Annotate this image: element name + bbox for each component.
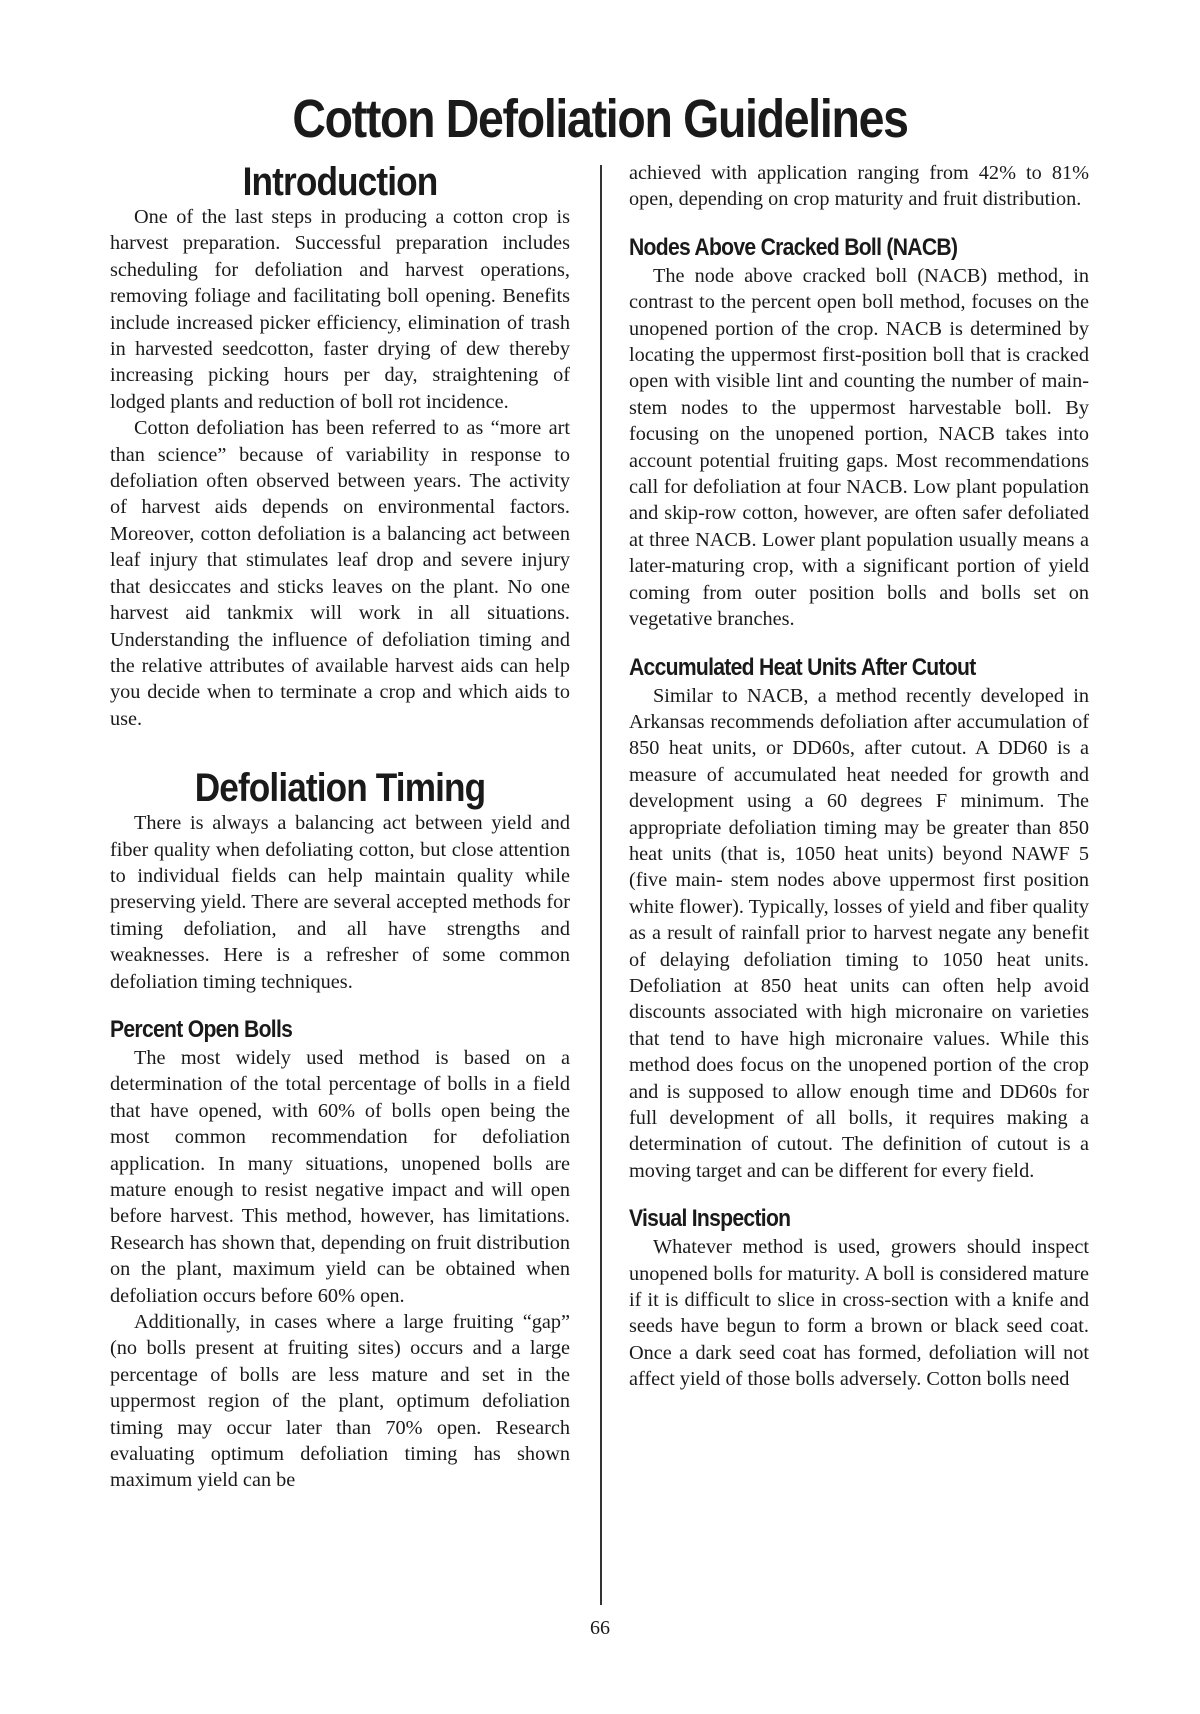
page-number: 66 <box>590 1617 610 1639</box>
right-column <box>629 160 1089 1393</box>
left-column <box>110 160 570 1494</box>
defoliation-timing-paragraph: There is always a balancing act between yield and fiber quality when defoliating cotton, but close attention to individual fields can help maintain quality while preserving yield. There are several accepted methods for timing defoliation, and all have strengths and weaknesses. Here is a refresher of some common defoliation timing techniques. <box>110 812 570 993</box>
percent-open-bolls-paragraph-2: Additionally, in cases where a large fruiting “gap” (no bolls present at fruiting sites) occurs and a large percentage of bolls are less mature and set in the uppermost region of the plant, optimum defoliation timing may occur later than 70% open. Research evaluating optimum defoliation timing has shown maximum yield can be <box>110 1311 570 1492</box>
percent-open-bolls-paragraph-1: The most widely used method is based on a determination of the total percentage of bolls in a field that have opened, with 60% of bolls open being the most common recommendation for defoliation application. In many situations, unopened bolls are mature enough to resist negative impact and will open before harvest. This method, however, has limitations. Research has shown that, depending on fruit distribution on the plant, maximum yield can be obtained when defoliation occurs before 60% open. <box>110 1046 570 1307</box>
percent-open-bolls-heading: Percent Open Bolls <box>110 1015 293 1043</box>
heat-units-heading: Accumulated Heat Units After Cutout <box>629 653 976 681</box>
defoliation-timing-heading: Defoliation Timing <box>194 766 486 811</box>
nacb-heading: Nodes Above Cracked Boll (NACB) <box>629 233 958 261</box>
visual-inspection-heading: Visual Inspection <box>629 1205 791 1233</box>
introduction-heading: Introduction <box>242 160 438 204</box>
nacb-paragraph: The node above cracked boll (NACB) method, in contrast to the percent open boll method, focuses on the unopened portion of the crop. NACB is determined by locating the uppermost first-position boll that is cracked open with visible lint and counting the number of main-stem nodes to the uppermost harvestable boll. By focusing on the unopened portion, NACB takes into account potential fruiting gaps. Most recommendations call for defoliation at four NACB. Low plant population and skip-row cotton, however, are often safer defoliated at three NACB. Lower plant population usually means a later-maturing crop, with a significant portion of yield coming from outer position bolls and bolls set on vegetative branches. <box>629 264 1089 631</box>
page-title: Cotton Defoliation Guidelines <box>292 89 908 149</box>
heat-units-paragraph: Similar to NACB, a method recently developed in Arkansas recommends defoliation after accumulation of 850 heat units, or DD60s, after cutout. A DD60 is a measure of accumulated heat needed for growth and development using a 60 degrees F minimum. The appropriate defoliation timing may be greater than 850 heat units (that is, 1050 heat units) beyond NAWF 5 (five main- stem nodes above uppermost first position white flower). Typically, losses of yield and fiber quality as a result of rainfall prior to harvest negate any benefit of delaying defoliation timing to 1050 heat units. Defoliation at 850 heat units can often help avoid discounts associated with high micronaire on varieties that tend to have high micronaire values. While this method does focus on the unopened portion of the crop and is supposed to allow enough time and DD60s for full development of all bolls, it requires making a determination of cutout. The definition of cutout is a moving target and can be different for every field. <box>629 684 1089 1182</box>
introduction-paragraph-1: One of the last steps in producing a cotton crop is harvest preparation. Successful preparation includes scheduling for defoliation and harvest operations, removing foliage and facilitating boll opening. Benefits include increased picker efficiency, elimination of trash in harvested seedcotton, faster drying of dew thereby increasing picking hours per day, straightening of lodged plants and reduction of boll rot incidence. <box>110 206 570 413</box>
visual-inspection-paragraph: Whatever method is used, growers should inspect unopened bolls for maturity. A boll is considered mature if it is difficult to slice in cross-section with a knife and seeds have begun to form a brown or black seed coat. Once a dark seed coat has formed, defoliation will not affect yield of those bolls adversely. Cotton bolls need <box>629 1236 1089 1391</box>
introduction-paragraph-2: Cotton defoliation has been referred to as “more art than science” because of variability in response to defoliation often observed between years. The activity of harvest aids depends on environmental factors. Moreover, cotton defoliation is a balancing act between leaf injury that stimulates leaf drop and severe injury that desiccates and sticks leaves on the plant. No one harvest aid tankmix will work in all situations. Understanding the influence of defoliation timing and the relative attributes of available harvest aids can help you decide when to terminate a crop and which aids to use. <box>110 417 570 730</box>
percent-open-bolls-continuation: achieved with application ranging from 42% to 81% open, depending on crop maturity and fruit distribution. <box>629 162 1089 211</box>
column-divider <box>600 165 602 1605</box>
